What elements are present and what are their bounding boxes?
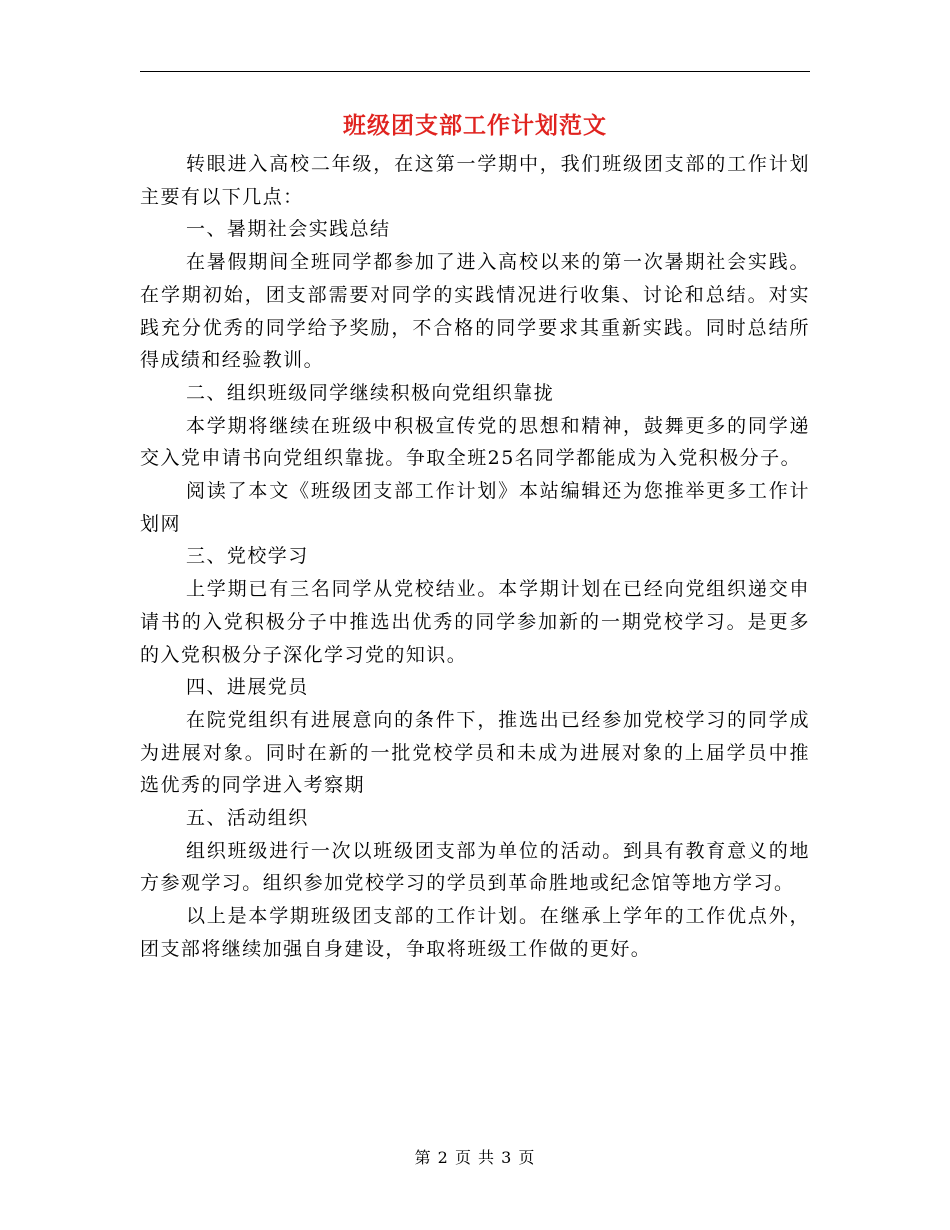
document-body [140, 148, 810, 966]
paragraph-party-approach: 本学期将继续在班级中积极宣传党的思想和精神，鼓舞更多的同学递交入党申请书向党组织靠拢。争取全班25名同学都能成为入党积极分子。 [140, 414, 810, 470]
paragraph-member-development: 在院党组织有进展意向的条件下，推选出已经参加党校学习的同学成为进展对象。同时在新的一批党校学员和未成为进展对象的上届学员中推选优秀的同学进入考察期 [140, 708, 810, 797]
section-heading-1: 一、暑期社会实践总结 [186, 218, 391, 241]
paragraph-activities: 组织班级进行一次以班级团支部为单位的活动。到具有教育意义的地方参观学习。组织参加党校学习的学员到革命胜地或纪念馆等地方学习。 [140, 839, 810, 895]
paragraph-recommendation: 阅读了本文《班级团支部工作计划》本站编辑还为您推举更多工作计划网 [140, 480, 810, 535]
section-heading-2: 二、组织班级同学继续积极向党组织靠拢 [186, 381, 555, 404]
section-heading-5: 五、活动组织 [186, 807, 309, 830]
section-heading-4: 四、进展党员 [186, 676, 309, 699]
paragraph-intro: 转眼进入高校二年级，在这第一学期中，我们班级团支部的工作计划主要有以下几点： [140, 153, 810, 208]
section-heading-3: 三、党校学习 [186, 545, 309, 568]
page-number: 第 2 页 共 3 页 [414, 1148, 536, 1167]
paragraph-conclusion: 以上是本学期班级团支部的工作计划。在继承上学年的工作优点外，团支部将继续加强自身建设，争取将班级工作做的更好。 [140, 905, 810, 960]
paragraph-summer-practice: 在暑假期间全班同学都参加了进入高校以来的第一次暑期社会实践。在学期初始，团支部需要对同学的实践情况进行收集、讨论和总结。对实践充分优秀的同学给予奖励，不合格的同学要求其重新实践。同时总结所得成绩和经验教训。 [140, 251, 810, 372]
paragraph-party-school: 上学期已有三名同学从党校结业。本学期计划在已经向党组织递交申请书的入党积极分子中推选出优秀的同学参加新的一期党校学习。是更多的入党积极分子深化学习党的知识。 [140, 578, 810, 666]
document-title: 班级团支部工作计划范文 [343, 112, 607, 139]
header-rule [140, 71, 810, 72]
